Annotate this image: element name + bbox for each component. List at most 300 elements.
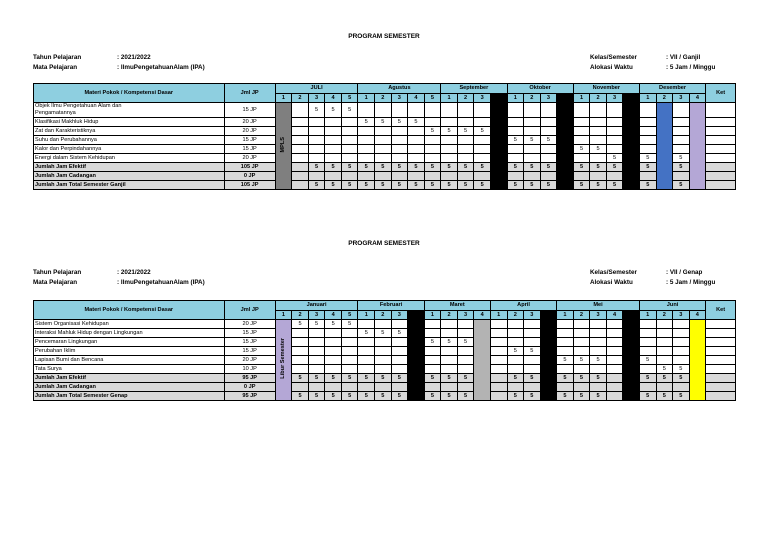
week-cell <box>639 347 656 356</box>
week-cell <box>275 103 292 190</box>
week-cell <box>457 118 474 127</box>
week-cell <box>457 154 474 163</box>
materi-cell: Klasifikasi Makhluk Hidup <box>34 118 225 127</box>
week-cell: 5 <box>557 392 574 401</box>
week-cell: 5 <box>358 181 375 190</box>
week-cell <box>292 136 309 145</box>
week-cell <box>358 338 375 347</box>
week-cell <box>375 103 392 118</box>
week-cell <box>507 329 524 338</box>
jp-cell: 95 JP <box>224 392 275 401</box>
doc2-meta-right <box>590 268 715 288</box>
week-cell: 5 <box>308 320 325 329</box>
doc1-title: PROGRAM SEMESTER <box>348 33 420 40</box>
week-cell: 5 <box>341 181 358 190</box>
month-header: Juni <box>639 301 705 311</box>
week-cell <box>424 383 441 392</box>
week-cell <box>424 320 441 329</box>
week-cell <box>573 329 590 338</box>
week-cell: 5 <box>325 103 342 118</box>
week-cell: 5 <box>408 163 425 172</box>
week-cell <box>573 136 590 145</box>
week-cell <box>391 136 408 145</box>
materi-cell: Perubahan Iklim <box>34 347 225 356</box>
materi-cell: Jumlah Jam Total Semester Ganjil <box>34 181 225 190</box>
week-cell <box>540 172 557 181</box>
week-cell <box>308 356 325 365</box>
week-cell <box>490 374 507 383</box>
week-cell: 5 <box>375 374 392 383</box>
week-cell: 5 <box>673 154 690 163</box>
week-cell <box>457 356 474 365</box>
week-cell: 5 <box>308 181 325 190</box>
week-header: 5 <box>341 311 358 320</box>
week-cell <box>457 103 474 118</box>
materi-cell: Jumlah Jam Efektif <box>34 374 225 383</box>
kelas-value: : VII / Ganjil <box>666 54 701 61</box>
week-cell <box>292 365 309 374</box>
week-cell: 5 <box>524 136 541 145</box>
month-header: Agustus <box>358 84 441 94</box>
week-cell <box>606 118 623 127</box>
week-cell <box>590 154 607 163</box>
kelas-value: : VII / Genap <box>666 269 703 276</box>
week-cell <box>474 172 491 181</box>
week-cell <box>540 127 557 136</box>
week-cell: 5 <box>540 136 557 145</box>
week-cell: 5 <box>673 181 690 190</box>
week-cell <box>639 338 656 347</box>
ket-cell <box>706 118 736 127</box>
week-cell: 5 <box>325 163 342 172</box>
alokasi-value: : 5 Jam / Minggu <box>666 279 716 286</box>
week-cell <box>325 338 342 347</box>
week-cell <box>308 365 325 374</box>
week-header: 3 <box>308 311 325 320</box>
week-cell <box>424 365 441 374</box>
week-cell: 5 <box>325 392 342 401</box>
alokasi-value: : 5 Jam / Minggu <box>666 64 716 71</box>
week-cell <box>524 383 541 392</box>
week-cell <box>457 383 474 392</box>
ket-cell <box>706 103 736 118</box>
week-header: 2 <box>441 311 458 320</box>
week-cell: 5 <box>507 347 524 356</box>
week-cell <box>408 320 425 401</box>
week-cell: 5 <box>573 181 590 190</box>
week-header: 3 <box>673 311 690 320</box>
week-cell <box>656 103 673 190</box>
week-cell <box>639 365 656 374</box>
week-cell: 5 <box>308 103 325 118</box>
tahun-label: Tahun Pelajaran <box>33 269 82 276</box>
materi-cell: Lapisan Bumi dan Bencana <box>34 356 225 365</box>
week-header: 2 <box>656 311 673 320</box>
mapel-label: Mata Pelajaran <box>33 279 78 286</box>
week-cell <box>358 136 375 145</box>
doc2-schedule-table <box>33 300 736 401</box>
week-cell <box>391 347 408 356</box>
week-cell: 5 <box>358 374 375 383</box>
week-cell <box>292 347 309 356</box>
week-cell <box>590 329 607 338</box>
week-cell: 5 <box>358 392 375 401</box>
week-cell <box>524 154 541 163</box>
week-cell <box>490 103 507 190</box>
week-cell <box>623 103 640 190</box>
week-cell <box>441 383 458 392</box>
week-cell: 5 <box>424 181 441 190</box>
week-cell <box>375 383 392 392</box>
week-header: 4 <box>623 94 640 103</box>
week-cell <box>606 356 623 365</box>
week-cell <box>524 145 541 154</box>
week-cell: 5 <box>474 163 491 172</box>
ket-cell <box>706 329 736 338</box>
week-cell <box>308 145 325 154</box>
week-header: 3 <box>457 311 474 320</box>
materi-cell: Tata Surya <box>34 365 225 374</box>
week-cell <box>391 154 408 163</box>
week-cell: 5 <box>341 392 358 401</box>
week-cell <box>325 172 342 181</box>
month-header: Desember <box>639 84 705 94</box>
week-header: 1 <box>358 311 375 320</box>
week-cell: 5 <box>457 127 474 136</box>
jp-cell: 20 JP <box>224 320 275 329</box>
materi-cell <box>34 103 225 118</box>
week-cell <box>325 154 342 163</box>
header-materi: Materi Pokok / Kompetensi Dasar <box>34 84 225 103</box>
week-cell <box>573 347 590 356</box>
week-cell <box>606 145 623 154</box>
week-cell <box>490 347 507 356</box>
week-cell <box>590 136 607 145</box>
week-cell <box>590 347 607 356</box>
week-cell <box>358 347 375 356</box>
week-cell <box>308 154 325 163</box>
materi-cell: Jumlah Jam Total Semester Genap <box>34 392 225 401</box>
week-cell: 5 <box>639 181 656 190</box>
doc1-schedule-table <box>33 83 736 190</box>
header-jml-jp: Jml JP <box>224 84 275 103</box>
week-cell <box>308 127 325 136</box>
week-cell <box>590 365 607 374</box>
week-cell <box>524 103 541 118</box>
week-cell: 5 <box>358 118 375 127</box>
week-cell: 5 <box>441 392 458 401</box>
week-cell <box>375 136 392 145</box>
week-cell <box>540 154 557 163</box>
week-cell <box>325 356 342 365</box>
week-cell: 5 <box>573 374 590 383</box>
week-cell: 5 <box>507 163 524 172</box>
week-cell <box>358 103 375 118</box>
week-cell <box>507 383 524 392</box>
week-cell <box>490 365 507 374</box>
week-cell <box>573 118 590 127</box>
week-cell <box>325 136 342 145</box>
week-cell <box>590 127 607 136</box>
materi-cell: Interaksi Mahluk Hidup dengan Lingkungan <box>34 329 225 338</box>
week-cell <box>507 118 524 127</box>
week-cell: 5 <box>639 154 656 163</box>
week-cell: 5 <box>375 329 392 338</box>
week-cell: 5 <box>424 392 441 401</box>
week-cell <box>341 127 358 136</box>
week-header: 3 <box>474 94 491 103</box>
week-cell: 5 <box>424 374 441 383</box>
week-cell <box>606 338 623 347</box>
week-cell: 5 <box>673 163 690 172</box>
header-ket: Ket <box>706 301 736 320</box>
week-cell <box>490 356 507 365</box>
ket-cell <box>706 356 736 365</box>
week-cell: 5 <box>524 374 541 383</box>
kelas-label: Kelas/Semester <box>590 54 637 61</box>
week-cell: 5 <box>292 392 309 401</box>
ket-cell <box>706 320 736 329</box>
week-cell: 5 <box>590 356 607 365</box>
week-header: 1 <box>358 94 375 103</box>
week-cell: 5 <box>573 392 590 401</box>
week-cell <box>673 383 690 392</box>
week-cell: 5 <box>358 163 375 172</box>
week-cell <box>457 136 474 145</box>
tahun-value: : 2021/2022 <box>117 54 151 61</box>
week-cell <box>507 356 524 365</box>
week-header: 2 <box>375 311 392 320</box>
week-cell <box>292 103 309 118</box>
week-header: 1 <box>490 311 507 320</box>
week-cell <box>325 118 342 127</box>
week-cell <box>673 103 690 118</box>
week-header: 2 <box>292 311 309 320</box>
month-header: September <box>441 84 507 94</box>
week-cell: 5 <box>673 392 690 401</box>
week-cell <box>490 329 507 338</box>
week-cell <box>606 392 623 401</box>
week-cell <box>507 320 524 329</box>
week-header: 1 <box>507 94 524 103</box>
week-cell <box>557 383 574 392</box>
week-header: 3 <box>673 94 690 103</box>
week-cell <box>573 338 590 347</box>
week-cell <box>441 103 458 118</box>
week-cell <box>424 172 441 181</box>
week-cell: 5 <box>325 320 342 329</box>
week-cell <box>507 365 524 374</box>
week-cell <box>474 320 491 401</box>
week-cell <box>424 347 441 356</box>
alokasi-label: Alokasi Waktu <box>590 279 633 286</box>
header-ket: Ket <box>706 84 736 103</box>
week-cell <box>606 383 623 392</box>
week-cell <box>606 103 623 118</box>
week-cell <box>441 356 458 365</box>
week-cell <box>358 365 375 374</box>
week-cell <box>308 172 325 181</box>
week-cell <box>341 145 358 154</box>
week-header: 1 <box>424 311 441 320</box>
week-cell <box>424 145 441 154</box>
week-cell <box>441 347 458 356</box>
week-cell <box>441 320 458 329</box>
week-cell <box>341 136 358 145</box>
week-cell: 5 <box>391 181 408 190</box>
week-cell <box>441 145 458 154</box>
week-cell: 5 <box>457 163 474 172</box>
week-cell <box>656 329 673 338</box>
week-cell <box>524 118 541 127</box>
week-cell <box>490 392 507 401</box>
week-cell <box>408 127 425 136</box>
week-header: 3 <box>308 94 325 103</box>
week-cell <box>507 103 524 118</box>
week-header: 3 <box>524 311 541 320</box>
materi-cell: Jumlah Jam Efektif <box>34 163 225 172</box>
week-cell <box>557 347 574 356</box>
week-cell: 5 <box>457 392 474 401</box>
week-cell: 5 <box>358 329 375 338</box>
ket-cell <box>706 154 736 163</box>
week-cell: 5 <box>639 356 656 365</box>
week-header: 4 <box>474 311 491 320</box>
week-cell <box>341 154 358 163</box>
week-cell: 5 <box>507 136 524 145</box>
jp-cell: 15 JP <box>224 136 275 145</box>
week-cell <box>673 118 690 127</box>
week-cell <box>275 320 292 401</box>
week-cell <box>573 365 590 374</box>
week-cell <box>639 172 656 181</box>
week-cell <box>375 320 392 329</box>
jp-cell: 10 JP <box>224 365 275 374</box>
week-cell: 5 <box>325 181 342 190</box>
week-cell <box>375 145 392 154</box>
week-cell <box>408 103 425 118</box>
week-cell <box>441 329 458 338</box>
week-cell <box>375 127 392 136</box>
week-cell <box>308 383 325 392</box>
week-cell: 5 <box>524 347 541 356</box>
week-cell: 5 <box>540 181 557 190</box>
ket-cell <box>706 374 736 383</box>
week-cell <box>391 103 408 118</box>
week-cell <box>358 127 375 136</box>
ket-cell <box>706 365 736 374</box>
materi-cell: Pencemaran Lingkungan <box>34 338 225 347</box>
week-cell <box>474 145 491 154</box>
month-header: November <box>573 84 639 94</box>
week-cell <box>441 154 458 163</box>
week-cell <box>375 172 392 181</box>
week-cell <box>358 356 375 365</box>
week-cell <box>292 383 309 392</box>
week-cell <box>673 338 690 347</box>
week-cell: 5 <box>524 181 541 190</box>
week-cell <box>606 127 623 136</box>
doc1-meta-left <box>33 53 205 73</box>
week-cell: 5 <box>341 320 358 329</box>
week-cell: 5 <box>573 356 590 365</box>
week-cell <box>590 320 607 329</box>
jp-cell: 20 JP <box>224 356 275 365</box>
week-cell: 5 <box>441 181 458 190</box>
week-header: 4 <box>490 94 507 103</box>
week-cell <box>606 347 623 356</box>
doc1-meta-right <box>590 53 715 73</box>
week-header: 2 <box>573 311 590 320</box>
week-cell <box>325 365 342 374</box>
week-cell <box>441 365 458 374</box>
jp-cell: 105 JP <box>224 163 275 172</box>
week-cell: 5 <box>656 392 673 401</box>
week-cell: 5 <box>656 374 673 383</box>
week-cell <box>358 383 375 392</box>
week-cell <box>540 118 557 127</box>
ket-cell <box>706 136 736 145</box>
week-cell <box>590 338 607 347</box>
week-header: 4 <box>540 311 557 320</box>
week-cell <box>639 127 656 136</box>
week-cell <box>656 383 673 392</box>
doc2-title: PROGRAM SEMESTER <box>348 240 420 247</box>
week-cell <box>292 154 309 163</box>
ket-cell <box>706 145 736 154</box>
week-cell: 5 <box>308 392 325 401</box>
week-cell: 5 <box>424 127 441 136</box>
week-cell <box>606 136 623 145</box>
week-cell <box>673 320 690 329</box>
week-cell <box>507 172 524 181</box>
month-header: Maret <box>424 301 490 311</box>
week-cell: 5 <box>557 356 574 365</box>
week-cell <box>457 347 474 356</box>
week-cell <box>507 338 524 347</box>
week-cell <box>507 145 524 154</box>
week-cell <box>524 356 541 365</box>
week-cell: 5 <box>341 163 358 172</box>
week-header: 3 <box>391 311 408 320</box>
ket-cell <box>706 392 736 401</box>
week-cell <box>557 365 574 374</box>
week-cell: 5 <box>341 103 358 118</box>
week-cell <box>441 172 458 181</box>
week-cell <box>375 154 392 163</box>
ket-cell <box>706 181 736 190</box>
week-cell <box>557 320 574 329</box>
week-cell: 5 <box>524 163 541 172</box>
week-cell <box>358 145 375 154</box>
week-cell <box>308 338 325 347</box>
week-cell <box>673 347 690 356</box>
week-cell <box>639 118 656 127</box>
week-cell: 5 <box>375 392 392 401</box>
week-cell: 5 <box>441 374 458 383</box>
week-cell <box>573 154 590 163</box>
ket-cell <box>706 127 736 136</box>
week-cell: 5 <box>391 118 408 127</box>
week-cell: 5 <box>308 163 325 172</box>
month-header: Januari <box>275 301 358 311</box>
week-cell <box>490 320 507 329</box>
week-cell <box>375 365 392 374</box>
week-cell <box>507 154 524 163</box>
week-cell: 5 <box>441 338 458 347</box>
week-cell: 5 <box>325 374 342 383</box>
week-cell: 5 <box>391 374 408 383</box>
